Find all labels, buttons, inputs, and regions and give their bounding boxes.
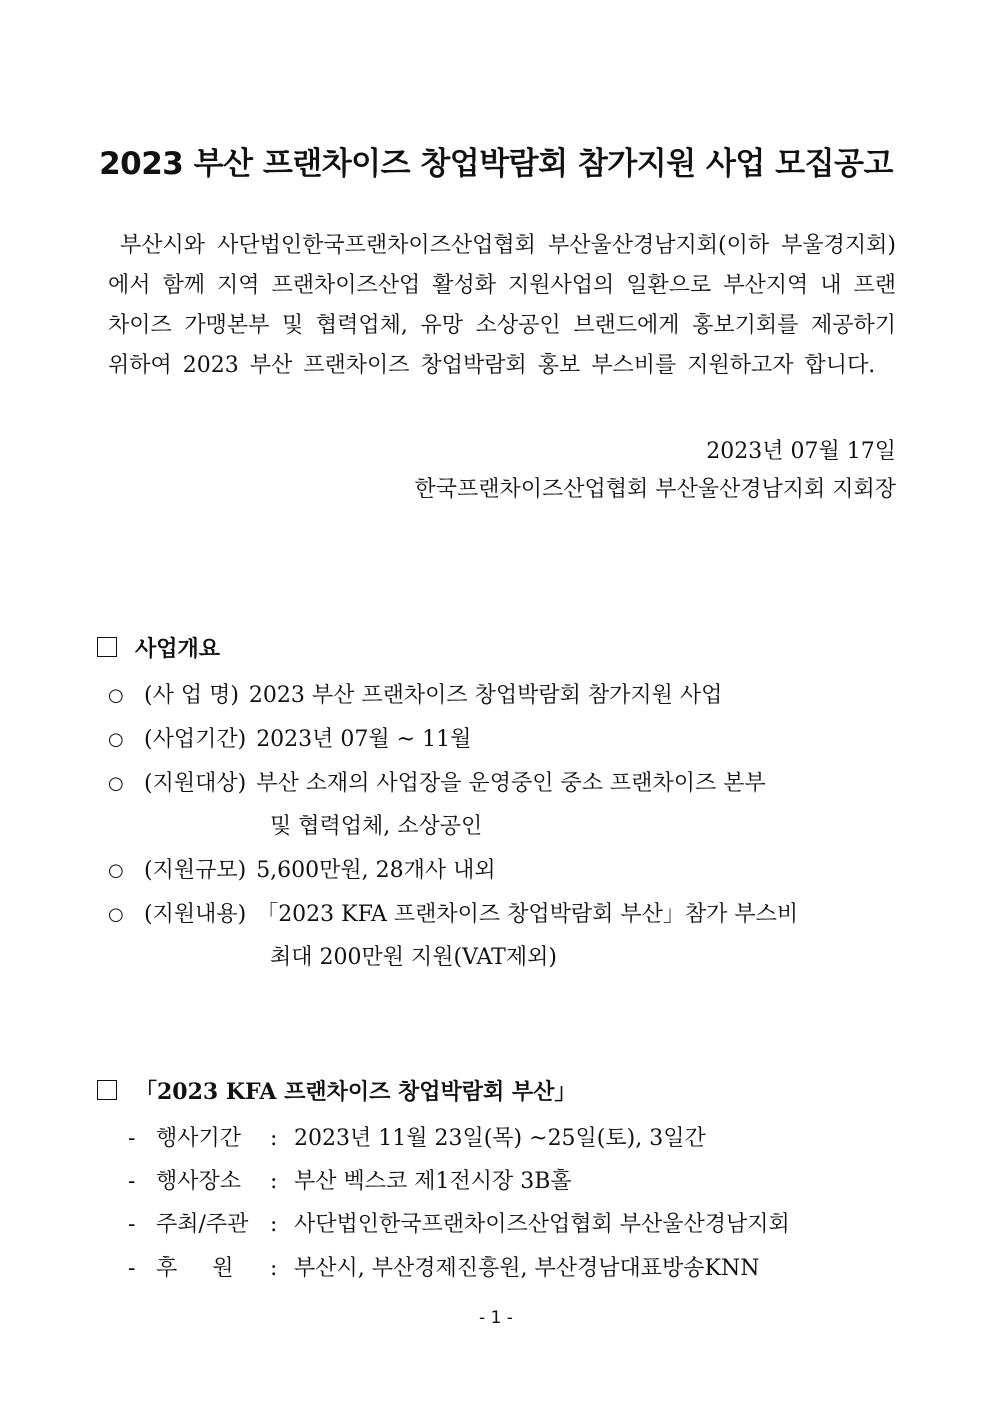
announcement-date: 2023년 07월 17일 bbox=[706, 439, 896, 464]
item-colon: : bbox=[270, 1169, 278, 1194]
item-label: (지원내용) bbox=[144, 902, 247, 927]
item-value: 부산시, 부산경제진흥원, 부산경남대표방송KNN bbox=[294, 1256, 760, 1281]
circle-bullet-icon: ○ bbox=[108, 860, 124, 881]
dash-bullet: - bbox=[128, 1169, 136, 1194]
list-item bbox=[108, 676, 898, 716]
circle-bullet-icon: ○ bbox=[108, 904, 124, 925]
item-value-continued: 및 협력업체, 소상공인 bbox=[270, 814, 483, 839]
item-label: 주최/주관 bbox=[156, 1212, 249, 1237]
list-item bbox=[108, 895, 898, 935]
list-item bbox=[128, 1119, 706, 1159]
item-value: 2023년 07월 ~ 11월 bbox=[256, 727, 472, 752]
item-value: 2023년 11월 23일(목) ~25일(토), 3일간 bbox=[294, 1126, 706, 1151]
item-label: 행사장소 bbox=[156, 1169, 242, 1194]
page-number: - 1 - bbox=[479, 1308, 513, 1328]
list-item bbox=[108, 764, 898, 804]
item-label: (사 업 명) bbox=[144, 683, 239, 708]
checkbox-square-icon bbox=[97, 1080, 117, 1100]
item-label: (지원대상) bbox=[144, 771, 247, 796]
list-item bbox=[128, 1162, 572, 1202]
dash-bullet: - bbox=[128, 1256, 136, 1281]
item-value: 사단법인한국프랜차이즈산업협회 부산울산경남지회 bbox=[294, 1212, 790, 1237]
intro-paragraph: 부산시와 사단법인한국프랜차이즈산업협회 부산울산경남지회(이하 부울경지회)에서 함께 지역 프랜차이즈산업 활성화 지원사업의 일환으로 부산지역 내 프랜차이즈 가맹본부 및 협력업체, 유망 소상공인 브랜드에게 홍보기회를 제공하기 위하여 2023 부산 프랜차이즈 창업박람회 홍보 부스비를 지원하고자 합니다. bbox=[108, 233, 896, 378]
item-label: 행사기간 bbox=[156, 1126, 242, 1151]
circle-bullet-icon: ○ bbox=[108, 773, 124, 794]
section-heading-text: 사업개요 bbox=[135, 635, 221, 662]
item-label: 후 원 bbox=[156, 1256, 234, 1281]
item-value: 「2023 KFA 프랜차이즈 창업박람회 부산」참가 부스비 bbox=[256, 902, 799, 927]
list-item bbox=[128, 1249, 759, 1289]
section-heading-text: 「2023 KFA 프랜차이즈 창업박람회 부산」 bbox=[135, 1078, 577, 1105]
dash-bullet: - bbox=[128, 1126, 136, 1151]
item-colon: : bbox=[270, 1212, 278, 1237]
item-colon: : bbox=[270, 1256, 278, 1281]
item-value-continued: 최대 200만원 지원(VAT제외) bbox=[270, 945, 557, 970]
list-item bbox=[128, 1205, 790, 1245]
checkbox-square-icon bbox=[97, 637, 117, 657]
list-item bbox=[108, 851, 898, 891]
section-expo-heading bbox=[97, 1070, 576, 1110]
circle-bullet-icon: ○ bbox=[108, 685, 124, 706]
section-overview-heading bbox=[97, 627, 220, 667]
circle-bullet-icon: ○ bbox=[108, 729, 124, 750]
item-value: 부산 벡스코 제1전시장 3B홀 bbox=[294, 1169, 572, 1194]
page-title: 2023 부산 프랜차이즈 창업박람회 참가지원 사업 모집공고 bbox=[99, 146, 893, 182]
dash-bullet: - bbox=[128, 1212, 136, 1237]
item-label: (사업기간) bbox=[144, 727, 247, 752]
list-item bbox=[108, 720, 898, 760]
item-colon: : bbox=[270, 1126, 278, 1151]
issuer: 한국프랜차이즈산업협회 부산울산경남지회 지회장 bbox=[414, 477, 896, 502]
item-value: 5,600만원, 28개사 내외 bbox=[256, 858, 496, 883]
item-value: 부산 소재의 사업장을 운영중인 중소 프랜차이즈 본부 bbox=[256, 771, 766, 796]
item-label: (지원규모) bbox=[144, 858, 247, 883]
item-value: 2023 부산 프랜차이즈 창업박람회 참가지원 사업 bbox=[248, 683, 723, 708]
